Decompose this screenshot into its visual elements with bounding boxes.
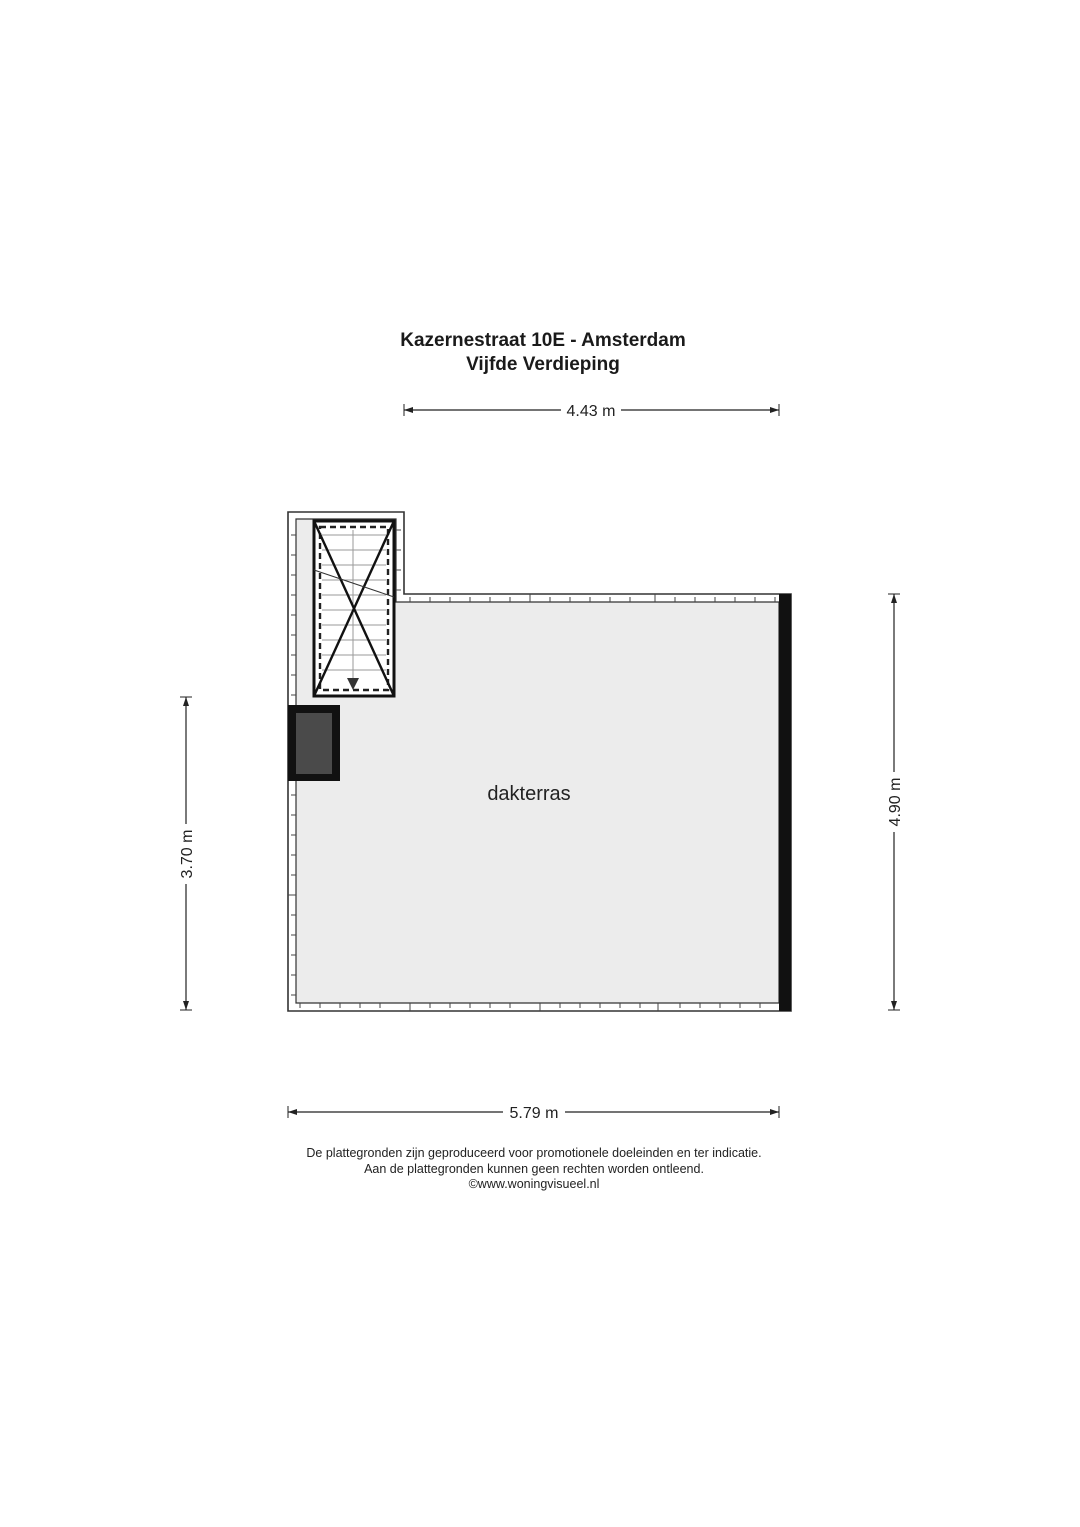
- staircase: [314, 521, 394, 696]
- floor-name: Vijfde Verdieping: [466, 354, 620, 375]
- copyright-line: ©www.woningvisueel.nl: [468, 1177, 600, 1191]
- dimension-bottom-label: 5.79 m: [509, 1105, 559, 1122]
- dimension-top-label: 4.43 m: [566, 403, 616, 420]
- plan-title: Kazernestraat 10E - Amsterdam: [400, 330, 686, 351]
- right-wall: [779, 594, 791, 1011]
- room-label-terrace: dakterras: [487, 783, 571, 805]
- dimension-right-label: 4.90 m: [887, 777, 904, 827]
- dimension-right: [887, 594, 904, 1010]
- dimension-left: [179, 697, 196, 1010]
- disclaimer: [0, 1146, 1068, 1193]
- chimney-core: [296, 713, 332, 774]
- disclaimer-line-1: De plattegronden zijn geproduceerd voor promotionele doeleinden en ter indicatie.: [306, 1146, 762, 1160]
- disclaimer-line-2: Aan de plattegronden kunnen geen rechten worden ontleend.: [364, 1161, 704, 1176]
- dimension-left-label: 3.70 m: [179, 829, 196, 879]
- dimension-top: [404, 403, 779, 420]
- dimension-bottom: [288, 1105, 779, 1122]
